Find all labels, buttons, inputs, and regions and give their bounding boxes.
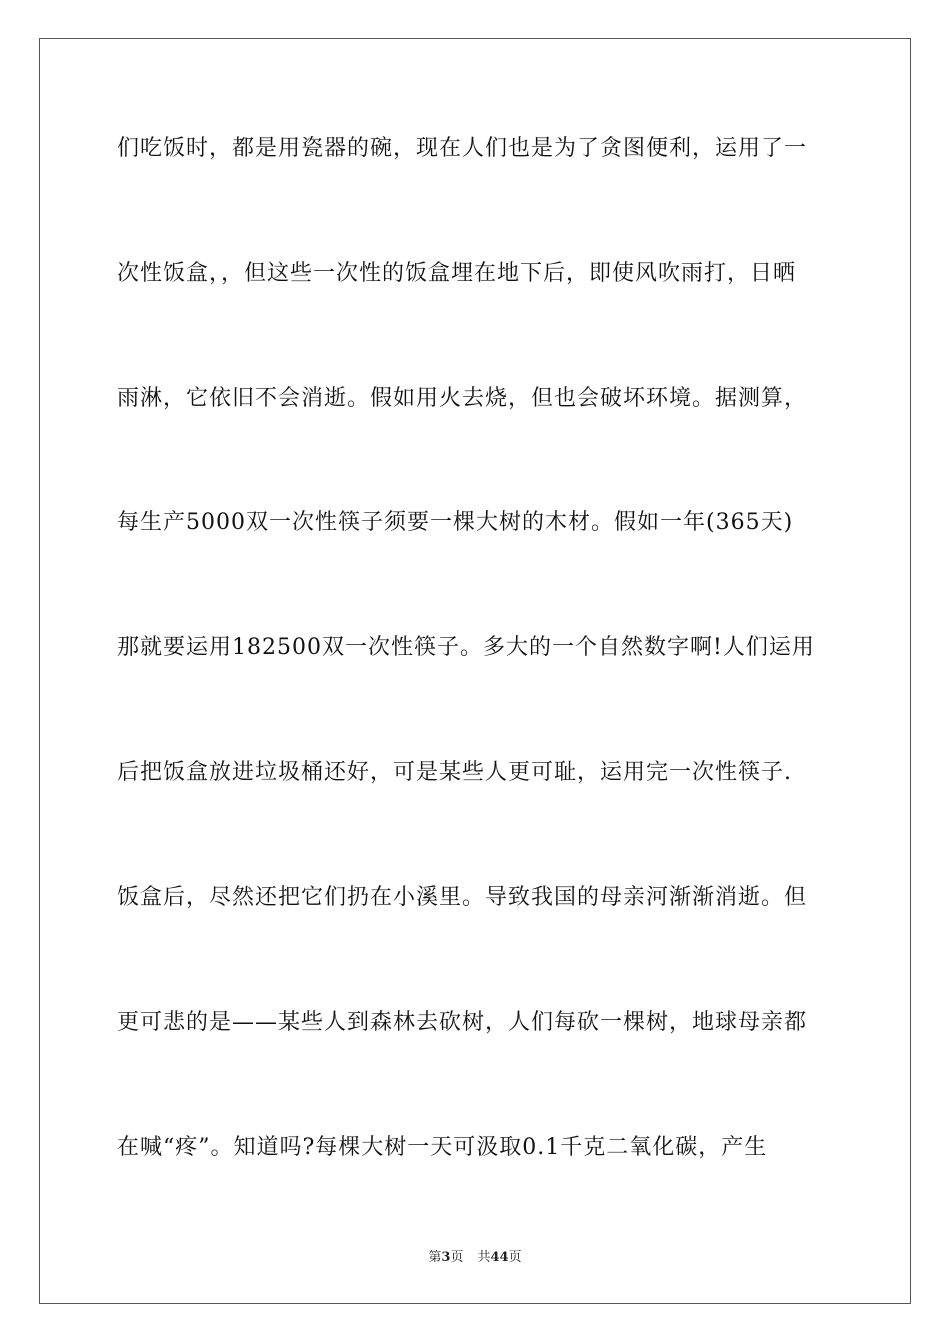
body-text-line: 后把饭盒放进垃圾桶还好，可是某些人更可耻，运用完一次性筷子. — [117, 760, 792, 785]
body-text-line: 次性饭盒，，但这些一次性的饭盒埋在地下后，即使风吹雨打，日晒 — [117, 261, 797, 286]
body-text-line: 雨淋，它依旧不会消逝。假如用火去烧，但也会破坏环境。据测算， — [117, 386, 808, 411]
page-border — [39, 38, 911, 1304]
body-text-line: 在喊“疼”。知道吗?每棵大树一天可汲取0.1千克二氧化碳，产生 — [117, 1135, 768, 1160]
page-suffix: 页 — [450, 1250, 464, 1265]
page-number: 3 — [441, 1250, 451, 1265]
page-footer — [0, 1246, 950, 1265]
total-pages: 44 — [490, 1250, 509, 1265]
body-text-line: 每生产5000双一次性筷子须要一棵大树的木材。假如一年(365天) — [117, 510, 794, 535]
body-text-line: 饭盒后，尽然还把它们扔在小溪里。导致我国的母亲河渐渐消逝。但 — [117, 885, 808, 910]
total-prefix: 共 — [477, 1250, 491, 1265]
body-text-line: 们吃饭时，都是用瓷器的碗，现在人们也是为了贪图便利，运用了一 — [117, 136, 808, 161]
body-text-line: 更可悲的是——某些人到森林去砍树，人们每砍一棵树，地球母亲都 — [117, 1010, 808, 1035]
page-prefix: 第 — [428, 1250, 442, 1265]
body-text-line: 那就要运用182500双一次性筷子。多大的一个自然数字啊!人们运用 — [117, 635, 815, 660]
total-suffix: 页 — [508, 1250, 522, 1265]
